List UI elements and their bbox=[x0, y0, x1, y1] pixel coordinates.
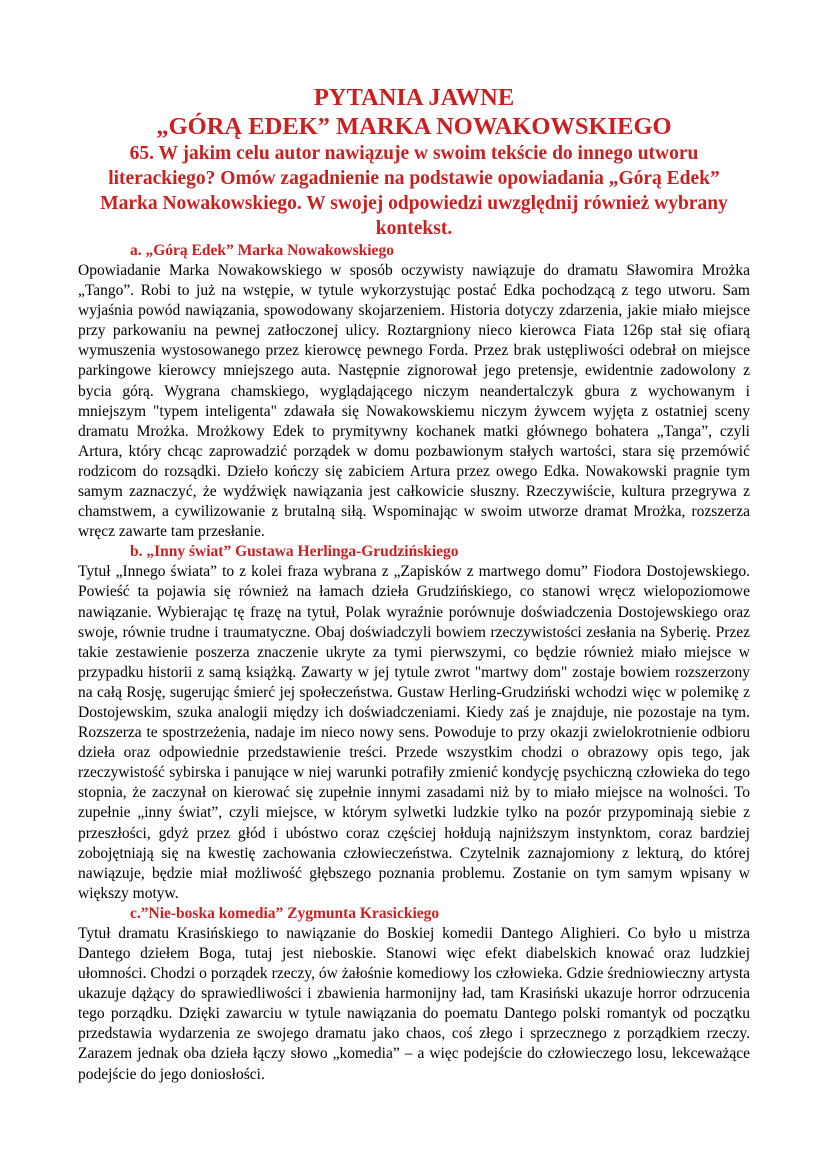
section-a-text: Opowiadanie Marka Nowakowskiego w sposób oczywisty nawiązuje do dramatu Sławomira Mrożka „Tango”. Robi to już na wstępie, w tytule wykorzystując postać Edka pochodzącą z tego utworu. Sam wyjaśnia powód nawiązania, spowodowany skojarzeniem. Historia dotyczy zdarzenia, jakie miało miejsce przy parkowaniu na pewnej zatłoczonej ulicy. Roztargniony nieco kierowca Fiata 126p stał się ofiarą wymuszenia wystosowanego przez kierowcę pewnego Forda. Przez brak ustępliwości odebrał on miejsce parkingowe kierowcy mniejszego auta. Następnie zignorował jego pretensje, ewidentnie zadowolony z bycia górą. Wygrana chamskiego, wyglądającego niczym neandertalczyk gbura z wychowanym i mniejszym "typem inteligenta" zdawała się Nowakowskiemu niczym żywcem wyjęta z ostatniej sceny dramatu Mrożka. Mrożkowy Edek to prymitywny kochanek matki głównego bohatera „Tanga”, czyli Artura, który chcąc zaprowadzić porządek w domu pozbawionym stałych wartości, stara się przemówić rodzicom do rozsądki. Dzieło kończy się zabiciem Artura przez owego Edka. Nowakowski pragnie tym samym zaznaczyć, że wydźwięk nawiązania jest całkowicie słuszny. Rzeczywiście, kultura przegrywa z chamstwem, a cywilizowanie z brutalną siłą. Wspominając w swoim utworze dramat Mrożka, rozszerza wręcz zawarte tam przesłanie. bbox=[78, 262, 750, 541]
question-heading: 65. W jakim celu autor nawiązuje w swoim tekście do innego utworu literackiego? Omów zagadnienie na podstawie opowiadania „Górą Edek” Marka Nowakowskiego. W swojej odpowiedzi uwzględnij również wybrany kontekst. bbox=[100, 143, 728, 239]
section-c-heading: c.”Nie-boska komedia” Zygmunta Krasickiego bbox=[130, 904, 440, 922]
document-title-line-2: „GÓRĄ EDEK” MARKA NOWAKOWSKIEGO bbox=[156, 113, 672, 140]
section-b-heading: b. „Inny świat” Gustawa Herlinga-Grudzińskiego bbox=[130, 543, 459, 561]
section-c bbox=[78, 904, 750, 1085]
document-title-line-1: PYTANIA JAWNE bbox=[313, 84, 515, 111]
section-b bbox=[78, 542, 750, 904]
section-c-text: Tytuł dramatu Krasińskiego to nawiązanie do Boskiej komedii Dantego Alighieri. Co było u mistrza Dantego dziełem Boga, tutaj jest nieboskie. Stanowi więc efekt diabelskich knować oraz ludzkiej ułomności. Chodzi o porządek rzeczy, ów żałośnie komediowy los człowieka. Gdzie średniowieczny artysta ukazuje dążący do sprawiedliwości i zbawienia harmonijny ład, tam Krasiński ukazuje horror odrzucenia tego porządku. Dzięki zawarciu w tytule nawiązania do poematu Dantego polski romantyk od początku przedstawia wydarzenia ze swojego dramatu jako chaos, coś złego i sprzecznego z porządkiem rzeczy. Zarazem jednak oba dzieła łączy słowo „komedia” – a więc podejście do człowieczego losu, lekceważące podejście do jego doniosłości. bbox=[78, 924, 750, 1083]
document-page bbox=[78, 83, 750, 1085]
section-a-heading: a. „Górą Edek” Marka Nowakowskiego bbox=[130, 242, 394, 259]
section-b-text: Tytuł „Innego świata” to z kolei fraza wybrana z „Zapisków z martwego domu” Fiodora Dostojewskiego. Powieść ta pojawia się również na łamach dzieła Grudzińskiego, co stanowi wręcz wielopoziomowe nawiązanie. Wybierając tę frazę na tytuł, Polak wyraźnie porównuje doświadczenia Dostojewskiego oraz swoje, równie trudne i traumatyczne. Obaj doświadczyli bowiem rzeczywistości zesłania na Syberię. Przez takie zestawienie poszerza znaczenie ukryte za tymi pierwszymi, co będzie również miało miejsce w przypadku historii z samą książką. Zawarty w jej tytule zwrot "martwy dom" zostaje bowiem rozszerzony na całą Rosję, sugerując śmierć jej społeczeństwa. Gustaw Herling-Grudziński wchodzi więc w polemikę z Dostojewskim, szuka analogii między ich doświadczeniami. Kiedy zaś je znajduje, nie pozostaje na tym. Rozszerza te spostrzeżenia, nadaje im nieco nowy sens. Powoduje to przy okazji zwielokrotnienie odbioru dzieła oraz odpowiednie przedstawienie treści. Przede wszystkim chodzi o obrazowy opis tego, jak rzeczywistość sybirska i panujące w niej warunki potrafiły zmienić kondycję psychiczną człowieka do tego stopnia, że zaczynał on kierować się zupełnie innymi zasadami niż by to miało miejsce na wolności. To zupełnie „inny świat”, czyli miejsce, w którym sylwetki ludzkie tylko na pozór przypominają siebie z przeszłości, gdyż przez głód i ubóstwo coraz częściej hołdują najniższym instynktom, coraz bardziej zobojętniają się na kwestię zachowania człowieczeństwa. Czytelnik zaznajomiony z lekturą, do której nawiązuje, będzie miał możliwość głębszego poznania problemu. Zostanie on tym samym wpisany w większy motyw. bbox=[78, 563, 750, 902]
section-a bbox=[78, 241, 750, 542]
